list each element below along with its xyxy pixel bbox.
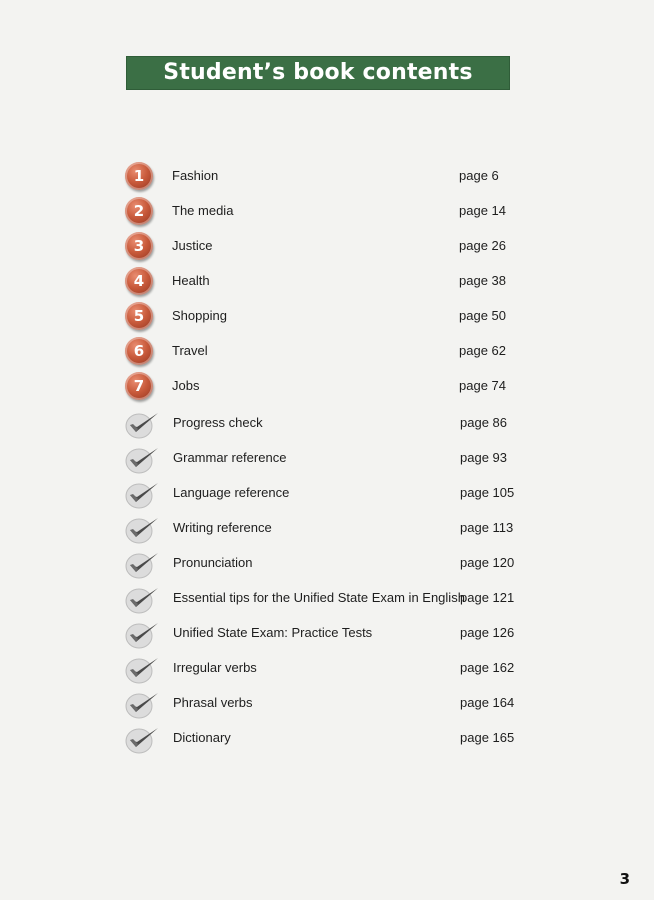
checkmark-glyph xyxy=(125,409,161,441)
toc-entry xyxy=(0,616,654,650)
unit-number-badge xyxy=(125,232,155,262)
unit-number-badge xyxy=(125,302,155,332)
checkmark-glyph xyxy=(125,584,161,616)
entry-page: page 14 xyxy=(459,203,506,218)
entry-title: Writing reference xyxy=(173,520,272,535)
check-icon xyxy=(125,689,155,719)
entry-page: page 165 xyxy=(460,730,515,745)
entry-page: page 113 xyxy=(460,520,514,535)
unit-number-badge xyxy=(125,267,155,297)
entry-title: The media xyxy=(172,203,234,218)
entry-title: Essential tips for the Unified State Exam in English xyxy=(173,590,465,605)
toc-entry xyxy=(0,299,654,333)
entry-page: page 121 xyxy=(460,590,515,605)
entry-page: page 74 xyxy=(459,378,506,393)
entry-title: Grammar reference xyxy=(173,450,287,465)
toc-entry xyxy=(0,159,654,193)
entry-page: page 105 xyxy=(460,485,515,500)
entry-title: Jobs xyxy=(172,378,200,393)
check-icon xyxy=(125,584,155,614)
unit-number: 7 xyxy=(125,372,153,400)
unit-number: 1 xyxy=(125,162,153,190)
toc-entry xyxy=(0,651,654,685)
toc-entry xyxy=(0,194,654,228)
check-icon xyxy=(125,724,155,754)
unit-number-badge xyxy=(125,372,155,402)
toc-entry xyxy=(0,686,654,720)
checkmark-glyph xyxy=(125,724,161,756)
entry-title: Travel xyxy=(172,343,208,358)
entry-title: Irregular verbs xyxy=(173,660,257,675)
entry-page: page 126 xyxy=(460,625,515,640)
entry-title: Shopping xyxy=(172,308,227,323)
page-number: 3 xyxy=(619,870,630,888)
toc-entry xyxy=(0,406,654,440)
entry-title: Fashion xyxy=(172,168,219,183)
entry-page: page 162 xyxy=(460,660,515,675)
checkmark-glyph xyxy=(125,549,161,581)
entry-page: page 38 xyxy=(459,273,506,288)
check-icon xyxy=(125,444,155,474)
entry-title: Health xyxy=(172,273,210,288)
check-icon xyxy=(125,549,155,579)
entry-page: page 50 xyxy=(459,308,506,323)
entry-page: page 164 xyxy=(460,695,515,710)
toc-entry xyxy=(0,229,654,263)
unit-number: 5 xyxy=(125,302,153,330)
unit-number: 6 xyxy=(125,337,153,365)
check-icon xyxy=(125,479,155,509)
check-icon xyxy=(125,409,155,439)
entry-title: Progress check xyxy=(173,415,263,430)
checkmark-glyph xyxy=(125,654,161,686)
entry-page: page 26 xyxy=(459,238,506,253)
toc-entry xyxy=(0,334,654,368)
entry-page: page 62 xyxy=(459,343,506,358)
toc-entry xyxy=(0,264,654,298)
check-icon xyxy=(125,654,155,684)
checkmark-glyph xyxy=(125,619,161,651)
entry-title: Phrasal verbs xyxy=(173,695,253,710)
checkmark-glyph xyxy=(125,479,161,511)
entry-title: Pronunciation xyxy=(173,555,253,570)
toc-entry xyxy=(0,476,654,510)
unit-number-badge xyxy=(125,337,155,367)
unit-number-badge xyxy=(125,162,155,192)
unit-number: 2 xyxy=(125,197,153,225)
entry-page: page 93 xyxy=(460,450,507,465)
entry-page: page 6 xyxy=(459,168,499,183)
entry-title: Dictionary xyxy=(173,730,231,745)
page-title: Student’s book contents xyxy=(163,60,473,85)
toc-entry xyxy=(0,441,654,475)
toc-entry xyxy=(0,511,654,545)
unit-number: 4 xyxy=(125,267,153,295)
entry-page: page 86 xyxy=(460,415,507,430)
checkmark-glyph xyxy=(125,514,161,546)
check-icon xyxy=(125,619,155,649)
entry-page: page 120 xyxy=(460,555,515,570)
entry-title: Language reference xyxy=(173,485,290,500)
toc-entry xyxy=(0,369,654,403)
toc-entry xyxy=(0,721,654,755)
entry-title: Justice xyxy=(172,238,213,253)
entry-title: Unified State Exam: Practice Tests xyxy=(173,625,373,640)
checkmark-glyph xyxy=(125,444,161,476)
unit-number-badge xyxy=(125,197,155,227)
unit-number: 3 xyxy=(125,232,153,260)
check-icon xyxy=(125,514,155,544)
toc-entry xyxy=(0,581,654,615)
checkmark-glyph xyxy=(125,689,161,721)
toc-entry xyxy=(0,546,654,580)
